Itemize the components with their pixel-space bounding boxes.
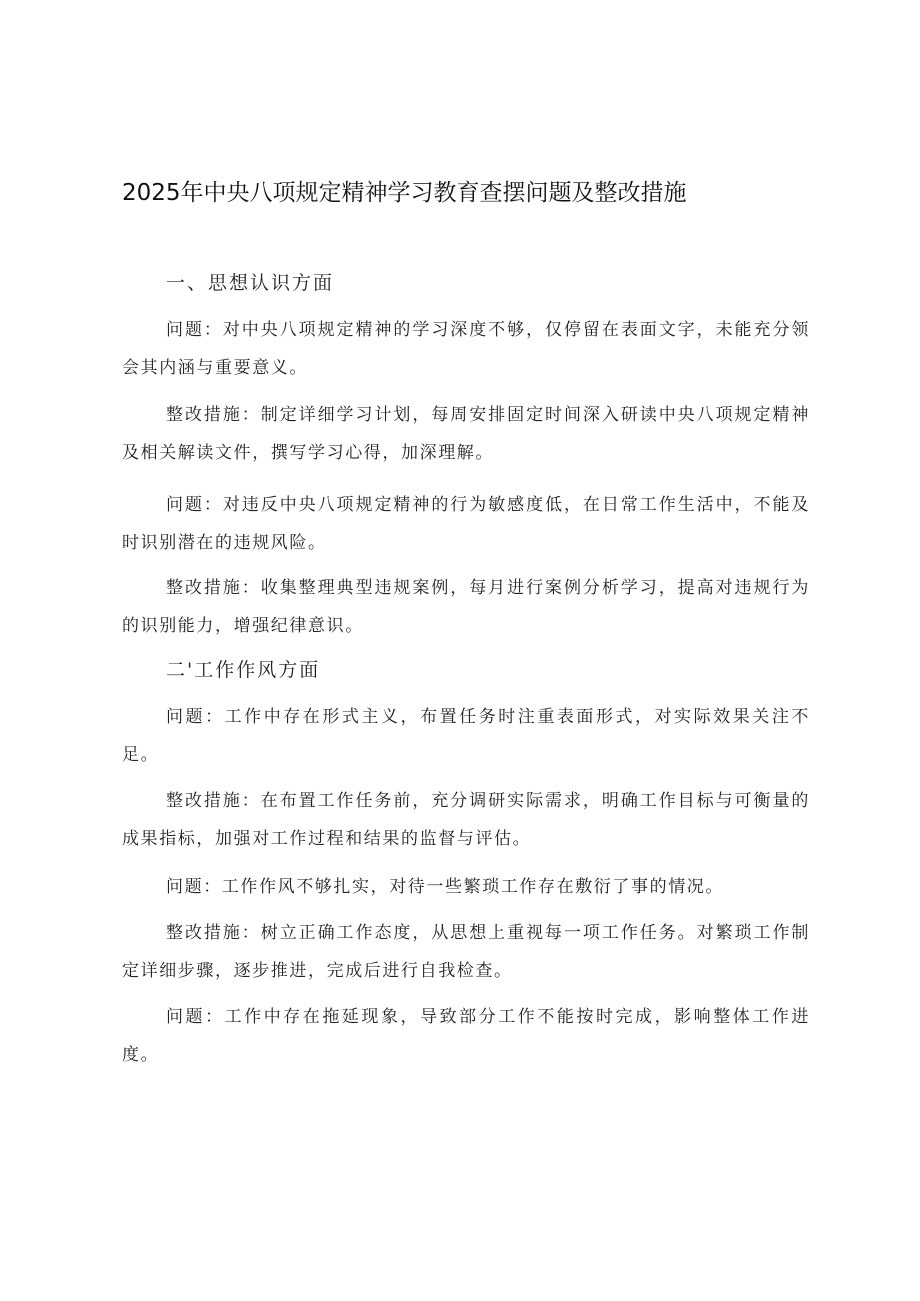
paragraph-problem-1: 问题：对中央八项规定精神的学习深度不够，仅停留在表面文字，未能充分领会其内涵与重要意义。: [122, 320, 810, 378]
paragraph-problem-4: 问题：工作作风不够扎实，对待一些繁琐工作存在敷衍了事的情况。: [166, 877, 724, 897]
paragraph-measure-3: 整改措施：在布置工作任务前，充分调研实际需求，明确工作目标与可衡量的成果指标，加强对工作过程和结果的监督与评估。: [122, 791, 810, 849]
paragraph-problem-2: 问题：对违反中央八项规定精神的行为敏感度低，在日常工作生活中，不能及时识别潜在的违规风险。: [122, 495, 810, 553]
paragraph-problem-5: 问题：工作中存在拖延现象，导致部分工作不能按时完成，影响整体工作进度。: [122, 1007, 810, 1065]
paragraph-measure-4: 整改措施：树立正确工作态度，从思想上重视每一项工作任务。对繁琐工作制定详细步骤，逐步推进，完成后进行自我检查。: [122, 923, 810, 981]
paragraph-problem-3: 问题：工作中存在形式主义，布置任务时注重表面形式，对实际效果关注不足。: [122, 707, 810, 765]
paragraph-measure-2: 整改措施：收集整理典型违规案例，每月进行案例分析学习，提高对违规行为的识别能力，增强纪律意识。: [122, 578, 810, 636]
document-title: 2025年中央八项规定精神学习教育查摆问题及整改措施: [122, 180, 687, 206]
section-heading-2: 二'工作作风方面: [166, 659, 321, 681]
section-heading-1: 一、思想认识方面: [166, 272, 335, 294]
paragraph-measure-1: 整改措施：制定详细学习计划，每周安排固定时间深入研读中央八项规定精神及相关解读文件，撰写学习心得，加深理解。: [122, 405, 810, 463]
